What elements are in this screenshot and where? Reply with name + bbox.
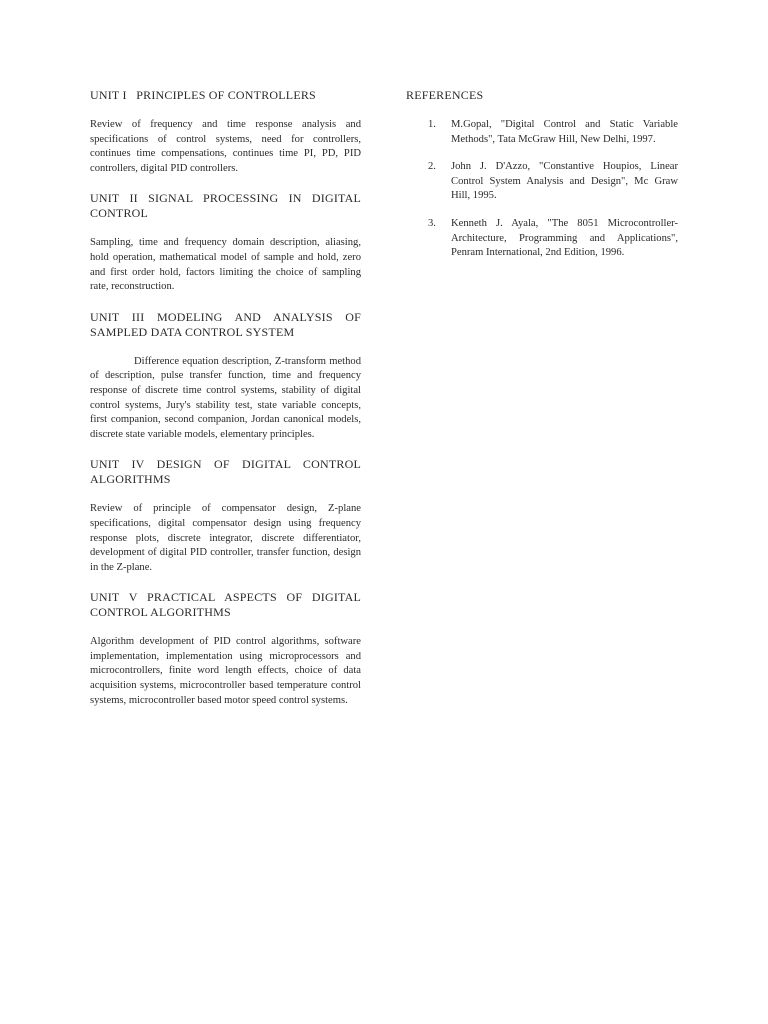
reference-text: Kenneth J. Ayala, "The 8051 Microcontroller- Architecture, Programming and Applications", Penram International, 2nd Edition, 1996. [451, 217, 678, 259]
unit-3-body: Difference equation description, Z-transform method of description, pulse transfer function, time and frequency response of discrete time control systems, stability of digital control systems, Jury's stability test, state variable concepts, first companion, second companion, Jordan canonical models, discrete state variable models, elementary principles. [90, 355, 361, 440]
reference-item [406, 118, 678, 147]
unit-1-section [90, 88, 361, 176]
reference-text: John J. D'Azzo, "Constantive Houpios, Linear Control System Analysis and Design", Mc Graw Hill, 1995. [451, 161, 678, 202]
unit-1-body: Review of frequency and time response analysis and specifications of control systems, need for controllers, continues time compensations, continues time PI, PD, PID controllers, digital PID controllers. [90, 119, 361, 174]
unit-3-section [90, 310, 361, 443]
reference-number: 3. [428, 217, 436, 229]
unit-4-body: Review of principle of compensator design, Z-plane specifications, digital compensator design using frequency response plots, discrete integrator, discrete differentiator, development of digital PID controller, transfer function, design in the Z-plane. [90, 503, 361, 573]
unit-4-section [90, 457, 361, 575]
reference-number: 1. [428, 119, 436, 130]
unit-5-body: Algorithm development of PID control algorithms, software implementation, implementation using microprocessors and microcontrollers, finite word length effects, choice of data acquisition systems, microcontroller based temperature control systems, microcontroller based motor speed control systems. [90, 636, 361, 706]
unit-2-section [90, 191, 361, 294]
reference-item [406, 217, 678, 261]
reference-text: M.Gopal, "Digital Control and Static Variable Methods", Tata McGraw Hill, New Delhi, 1997. [451, 119, 678, 145]
references-heading: REFERENCES [406, 88, 484, 102]
unit-2-body: Sampling, time and frequency domain description, aliasing, hold operation, mathematical model of sample and hold, zero and first order hold, factors limiting the choice of sampling rate, reconstruction. [90, 237, 361, 293]
syllabus-column [90, 88, 361, 723]
unit-5-section [90, 590, 361, 708]
unit-4-heading: UNIT IV DESIGN OF DIGITAL CONTROL ALGORITHMS [90, 457, 361, 487]
references-column [406, 88, 678, 274]
unit-2-heading: UNIT II SIGNAL PROCESSING IN DIGITAL CONTROL [90, 191, 361, 221]
unit-5-heading: UNIT V PRACTICAL ASPECTS OF DIGITAL CONTROL ALGORITHMS [90, 590, 361, 620]
reference-number: 2. [428, 161, 436, 173]
references-list [406, 118, 678, 261]
reference-item [406, 160, 678, 204]
unit-3-heading: UNIT III MODELING AND ANALYSIS OF SAMPLED DATA CONTROL SYSTEM [90, 309, 361, 339]
unit-1-heading: UNIT I PRINCIPLES OF CONTROLLERS [90, 88, 316, 102]
